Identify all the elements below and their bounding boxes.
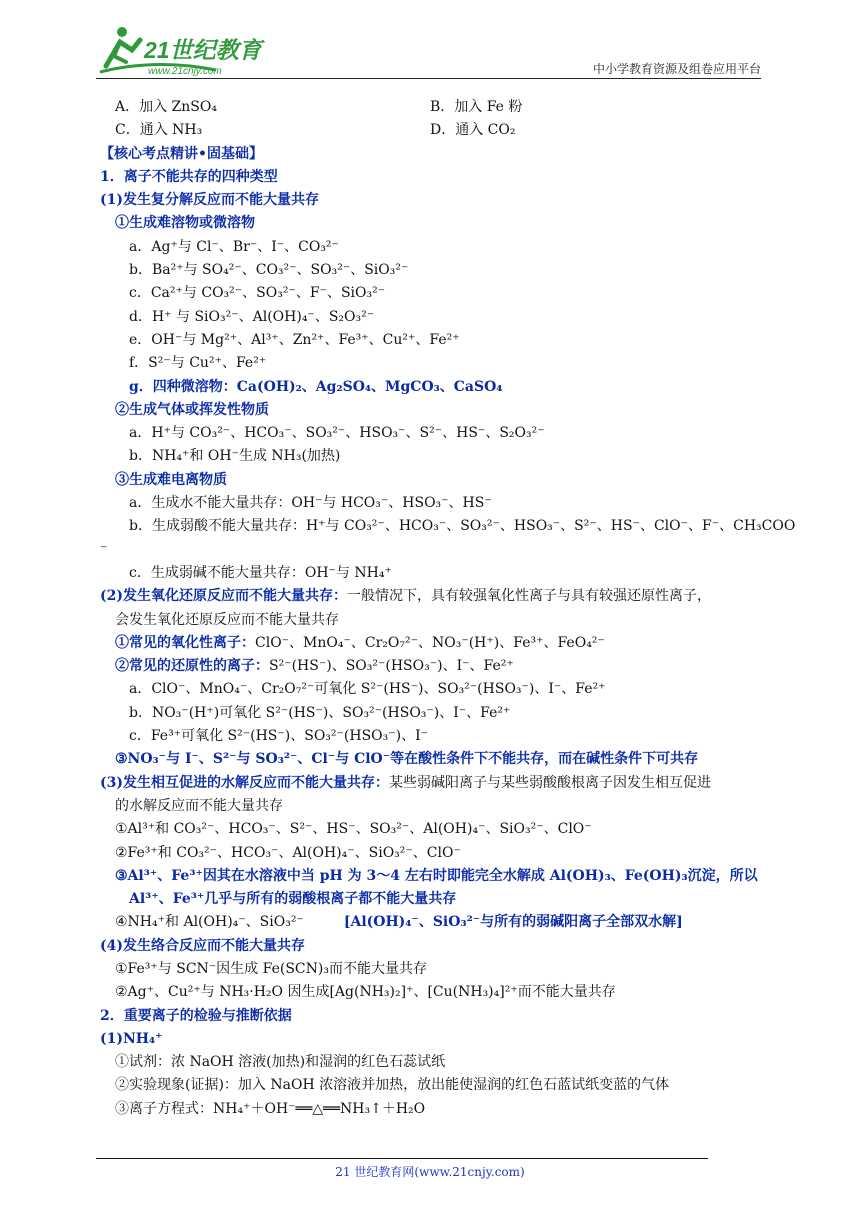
ammonium-reagent: ①试剂：浓 NaOH 溶液(加热)和湿润的红色石蕊试纸 — [115, 1054, 446, 1071]
oxidizing-ions-list: ClO⁻、MnO₄⁻、Cr₂O₇²⁻、NO₃⁻(H⁺)、Fe³⁺、FeO₄²⁻ — [255, 634, 605, 651]
item-2a: a．H⁺与 CO₃²⁻、HCO₃⁻、SO₃²⁻、HSO₃⁻、S²⁻、HS⁻、S₂O₃²⁻ — [129, 425, 545, 442]
section-title: 【核心考点精讲•固基础】 — [100, 145, 263, 162]
sub-1-title: ①生成难溶物或微溶物 — [115, 215, 255, 232]
footer-link[interactable]: 21 世纪教育网(www.21cnjy.com) — [335, 1165, 525, 1179]
item-3b-continued: ⁻ — [100, 541, 108, 558]
hydrolysis-2: ②Fe³⁺和 CO₃²⁻、HCO₃⁻、Al(OH)₄⁻、SiO₃²⁻、ClO⁻ — [115, 844, 461, 861]
item-1g: g．四种微溶物：Ca(OH)₂、Ag₂SO₄、MgCO₃、CaSO₄ — [129, 378, 503, 395]
complex-1: ①Fe³⁺与 SCN⁻因生成 Fe(SCN)₃而不能大量共存 — [115, 960, 427, 977]
header-divider — [96, 78, 761, 79]
part-2-text: 一般情况下，具有较强氧化性离子与具有较强还原性离子， — [347, 588, 711, 605]
item-redox-b: b．NO₃⁻(H⁺)可氧化 S²⁻(HS⁻)、SO₃²⁻(HSO₃⁻)、I⁻、Fe²⁺ — [129, 704, 511, 721]
item-redox-a: a．ClO⁻、MnO₄⁻、Cr₂O₇²⁻可氧化 S²⁻(HS⁻)、SO₃²⁻(HSO₃⁻)、I⁻、Fe²⁺ — [129, 681, 606, 698]
part-2-continued: 会发生氧化还原反应而不能大量共存 — [115, 611, 339, 628]
complex-2: ②Ag⁺、Cu²⁺与 NH₃·H₂O 因生成[Ag(NH₃)₂]⁺、[Cu(NH₃)₄]²⁺而不能大量共存 — [115, 984, 616, 1001]
part-3-continued: 的水解反应而不能大量共存 — [115, 797, 283, 814]
item-1c: c．Ca²⁺与 CO₃²⁻、SO₃²⁻、F⁻、SiO₃²⁻ — [129, 285, 386, 302]
options-row-1 — [100, 96, 768, 119]
ammonium-phenomenon: ②实验现象(证据)：加入 NaOH 浓溶液并加热，放出能使湿润的红色石蓝试纸变蓝的气体 — [115, 1077, 670, 1094]
document-body — [100, 96, 796, 1121]
oxidizing-ions — [100, 632, 768, 655]
hydrolysis-1: ①Al³⁺和 CO₃²⁻、HCO₃⁻、S²⁻、HS⁻、SO₃²⁻、Al(OH)₄⁻、SiO₃²⁻、ClO⁻ — [115, 821, 592, 838]
item-3c: c．生成弱碱不能大量共存：OH⁻与 NH₄⁺ — [129, 564, 392, 581]
sub-2-title: ②生成气体或挥发性物质 — [115, 401, 269, 418]
hydrolysis-4 — [100, 911, 768, 934]
sub-3-title: ③生成难电离物质 — [115, 471, 227, 488]
footer-divider — [96, 1158, 708, 1159]
part-3-title — [100, 772, 768, 795]
part-2-title — [100, 585, 768, 608]
ammonium-title: (1)NH₄⁺ — [100, 1030, 163, 1047]
reducing-ions-list: S²⁻(HS⁻)、SO₃²⁻(HSO₃⁻)、I⁻、Fe²⁺ — [269, 658, 514, 675]
item-3a: a．生成水不能大量共存：OH⁻与 HCO₃⁻、HSO₃⁻、HS⁻ — [129, 495, 492, 512]
reducing-ions — [100, 655, 768, 678]
item-redox-c: c．Fe³⁺可氧化 S²⁻(HS⁻)、SO₃²⁻(HSO₃⁻)、I⁻ — [129, 728, 429, 745]
option-b: B．加入 Fe 粉 — [430, 99, 523, 115]
item-1a: a．Ag⁺与 Cl⁻、Br⁻、I⁻、CO₃²⁻ — [129, 238, 339, 255]
svg-text:21世纪教育: 21世纪教育 — [144, 37, 262, 63]
hydrolysis-4-note: [Al(OH)₄⁻、SiO₃²⁻与所有的弱碱阳离子全部双水解] — [343, 914, 683, 931]
item-3b: b．生成弱酸不能大量共存：H⁺与 CO₃²⁻、HCO₃⁻、SO₃²⁻、HSO₃⁻、S²⁻、HS⁻、ClO⁻、F⁻、CH₃COO — [129, 518, 796, 535]
svg-text:www.21cnjy.com: www.21cnjy.com — [148, 66, 222, 77]
hydrolysis-4-text: ④NH₄⁺和 Al(OH)₄⁻、SiO₃²⁻ — [115, 914, 304, 931]
item-1b: b．Ba²⁺与 SO₄²⁻、CO₃²⁻、SO₃²⁻、SiO₃²⁻ — [129, 262, 409, 279]
oxidizing-ions-label: ①常见的氧化性离子： — [115, 634, 255, 651]
item-1f: f．S²⁻与 Cu²⁺、Fe²⁺ — [129, 355, 267, 372]
redox-note: ③NO₃⁻与 I⁻、S²⁻与 SO₃²⁻、Cl⁻与 ClO⁻等在酸性条件下不能共存，而在碱性条件下可共存 — [115, 751, 699, 768]
part-3-text: 某些弱碱阳离子与某些弱酸酸根离子因发生相互促进 — [389, 774, 711, 791]
option-c: C．通入 NH₃ — [115, 122, 203, 139]
heading-1: 1．离子不能共存的四种类型 — [100, 168, 278, 185]
part-4-title: (4)发生络合反应而不能大量共存 — [100, 937, 305, 954]
hydrolysis-3: ③Al³⁺、Fe³⁺因其在水溶液中当 pH 为 3～4 左右时即能完全水解成 Al(OH)₃、Fe(OH)₃沉淀，所以 — [115, 867, 758, 884]
page-header — [96, 22, 761, 80]
part-1-title: (1)发生复分解反应而不能大量共存 — [100, 192, 319, 209]
platform-name: 中小学教育资源及组卷应用平台 — [592, 62, 761, 76]
item-1d: d．H⁺ 与 SiO₃²⁻、Al(OH)₄⁻、S₂O₃²⁻ — [129, 308, 375, 325]
part-3-heading: (3)发生相互促进的水解反应而不能大量共存： — [100, 774, 389, 791]
part-2-heading: (2)发生氧化还原反应而不能大量共存： — [100, 588, 347, 605]
ammonium-equation: ③离子方程式：NH₄⁺＋OH⁻══△══NH₃↑＋H₂O — [115, 1100, 426, 1117]
option-d: D．通入 CO₂ — [430, 122, 516, 139]
hydrolysis-3-continued: Al³⁺、Fe³⁺几乎与所有的弱酸根离子都不能大量共存 — [129, 891, 457, 908]
logo-21cnjy — [96, 22, 271, 78]
options-row-2 — [100, 119, 768, 142]
item-1e: e．OH⁻与 Mg²⁺、Al³⁺、Zn²⁺、Fe³⁺、Cu²⁺、Fe²⁺ — [129, 331, 460, 348]
reducing-ions-label: ②常见的还原性的离子： — [115, 658, 269, 675]
item-2b: b．NH₄⁺和 OH⁻生成 NH₃(加热) — [129, 448, 341, 465]
heading-2: 2．重要离子的检验与推断依据 — [100, 1007, 292, 1024]
option-a: A．加入 ZnSO₄ — [115, 99, 217, 115]
